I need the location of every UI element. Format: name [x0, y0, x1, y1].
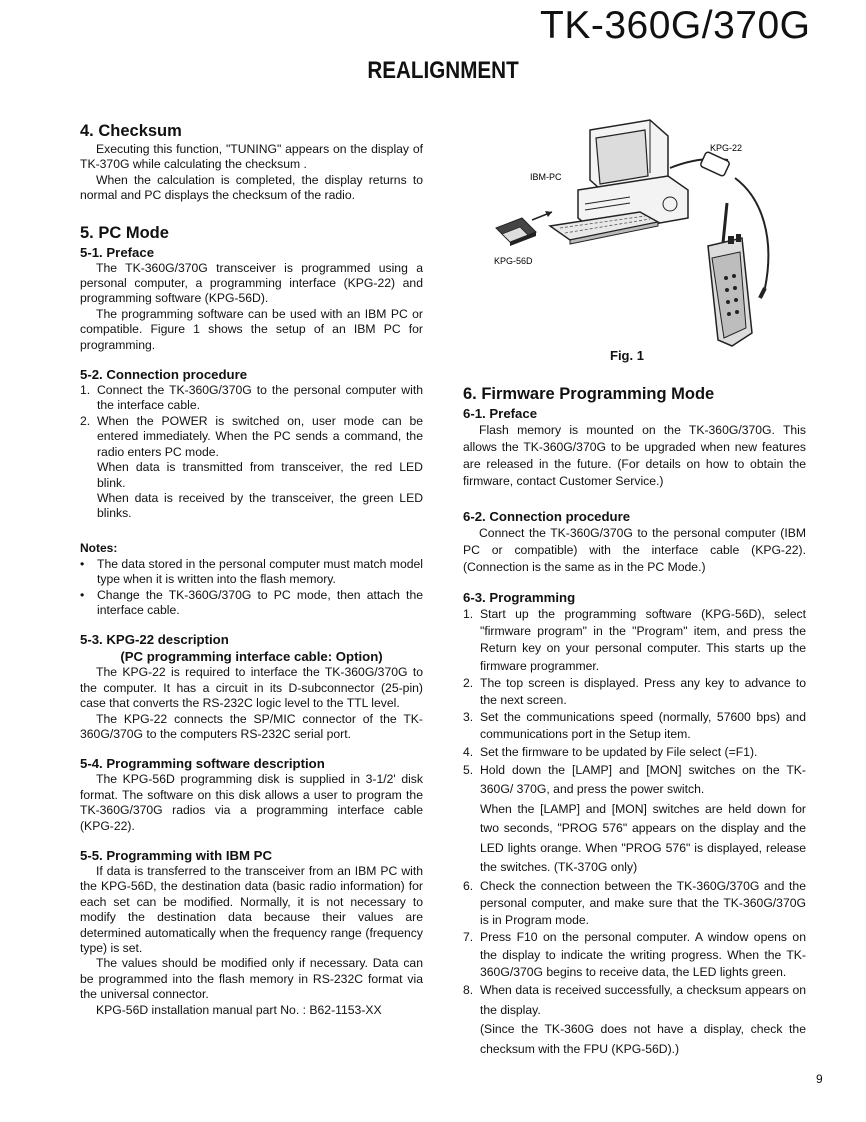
kpg22-subheading: (PC programming interface cable: Option) [120, 649, 383, 665]
notes-heading: Notes: [80, 540, 118, 555]
note-text: Change the TK-360G/370G to PC mode, then attach the interface cable. [97, 587, 423, 617]
page-number: 9 [816, 1072, 823, 1086]
left-column [80, 120, 423, 1018]
list-item [80, 383, 423, 414]
figure-label-disk: KPG-56D [494, 256, 533, 266]
kpg22-heading: 5-3. KPG-22 description [80, 632, 229, 648]
list-item [463, 606, 806, 675]
list-subtext: When the [LAMP] and [MON] switches are held down for two seconds, "PROG 576" appears on the display and the LED lights orange. When "PROG 576" is displayed, release the switches. (TK-370G only) [480, 801, 806, 875]
list-number: 1. [463, 607, 474, 621]
connector-icon [700, 151, 730, 176]
firmware-connection-heading: 6-2. Connection procedure [463, 509, 631, 524]
ibm-para: KPG-56D installation manual part No. : B62-1153-XX [96, 1002, 382, 1017]
software-heading: 5-4. Programming software description [80, 756, 325, 772]
list-text: Press F10 on the personal computer. A window opens on the display to indicate the writing progress. When the TK-360G/370G begins to receive data, the LED lights green. [480, 930, 806, 979]
list-text: The top screen is displayed. Press any key to advance to the next screen. [480, 675, 806, 708]
figure-caption: Fig. 1 [610, 348, 644, 363]
list-text: Start up the programming software (KPG-56D), select "firmware program" in the "Program" item, and press the Return key on your personal computer. This starts up the firmware programmer. [480, 607, 806, 673]
list-number: 4. [463, 744, 474, 759]
firmware-heading: 6. Firmware Programming Mode [463, 385, 715, 403]
list-number: 1. [80, 383, 91, 398]
cable-plug [760, 288, 765, 298]
list-number: 3. [463, 710, 474, 725]
firmware-connection-para: Connect the TK-360G/370G to the personal computer (IBM PC or compatible) with the interface cable (KPG-22). (Connection is the same as in the PC Mode.) [463, 526, 806, 574]
page-title: REALIGNMENT [367, 57, 519, 84]
ibm-para: If data is transferred to the transceiver from an IBM PC with the KPG-56D, the destination data (basic radio information) for each set can be modified. Normally, it is not necessary to modify the destination data because their values are determined automatically when the frequency range (frequency type) is set. [80, 864, 423, 956]
list-item [463, 709, 806, 743]
list-text: Connect the TK-360G/370G to the personal computer with the interface cable. [97, 383, 423, 413]
note-item [80, 557, 423, 588]
list-text: Set the communications speed (normally, 57600 bps) and communications port in the Setup item. [480, 710, 806, 742]
programming-heading: 6-3. Programming [463, 590, 576, 605]
list-number: 2. [80, 413, 91, 428]
pc-preface-para: The programming software can be used with an IBM PC or compatible. Figure 1 shows the setup of an IBM PC for programming. [80, 306, 423, 352]
list-text: Check the connection between the TK-360G/370G and the personal computer, and make sure that the TK-360G/370G is in Program mode. [480, 878, 806, 928]
list-number: 8. [463, 983, 474, 998]
pc-preface-heading: 5-1. Preface [80, 244, 155, 260]
pc-setup-figure [490, 118, 780, 350]
list-number: 6. [463, 878, 474, 893]
checksum-heading: 4. Checksum [80, 122, 182, 140]
pc-preface-para: The TK-360G/370G transceiver is programmed using a personal computer, a programming interface (KPG-22) and programming software (KPG-56D). [80, 260, 423, 306]
figure-label-pc: IBM-PC [530, 172, 562, 182]
list-number: 5. [463, 762, 474, 777]
right-column [463, 383, 806, 1059]
list-item [80, 414, 423, 460]
kpg22-para: The KPG-22 connects the SP/MIC connector of the TK-360G/370G to the computers RS-232C serial port. [80, 711, 423, 741]
firmware-preface-para: Flash memory is mounted on the TK-360G/370G. This allows the TK-360G/370G to be upgraded when new features are released in the future. (For details on how to obtain the firmware, contact Customer Service.) [463, 423, 806, 488]
bullet-icon: • [80, 587, 85, 602]
ibm-para: The values should be modified only if necessary. Data can be programmed into the flash memory in RS-232C format via the universal connector. [80, 956, 423, 1002]
list-item [463, 929, 806, 981]
computer-icon [550, 120, 688, 244]
pc-connection-heading: 5-2. Connection procedure [80, 367, 248, 383]
kpg22-para: The KPG-22 is required to interface the TK-360G/370G to the computer. It has a circuit in its D-subconnector (25-pin) case that converts the RS-232C logic level to the TTL level. [80, 665, 423, 711]
list-text: Set the firmware to be updated by File select (=F1). [480, 744, 758, 759]
list-subtext: When data is transmitted from transceiver, the red LED blink. [97, 460, 423, 490]
firmware-preface-heading: 6-1. Preface [463, 406, 538, 421]
ibm-heading: 5-5. Programming with IBM PC [80, 848, 272, 863]
list-text: When the POWER is switched on, user mode can be entered immediately. When the PC sends a command, the radio enters PC mode. [97, 413, 423, 459]
checksum-para: When the calculation is completed, the display returns to normal and PC displays the checksum of the radio. [80, 172, 423, 203]
checksum-para: Executing this function, "TUNING" appears on the display of TK-370G while calculating the checksum . [80, 142, 423, 172]
list-item [463, 981, 806, 1020]
list-item [463, 675, 806, 709]
list-number: 7. [463, 930, 474, 945]
list-text: Hold down the [LAMP] and [MON] switches on the TK-360G/ 370G, and press the power switch. [480, 762, 806, 797]
disk-icon [496, 218, 536, 246]
note-text: The data stored in the personal computer must match model type when it is written into the flash memory. [97, 556, 423, 587]
list-text: When data is received successfully, a checksum appears on the display. [480, 983, 806, 1017]
radio-icon [708, 203, 752, 346]
pc-mode-heading: 5. PC Mode [80, 223, 169, 242]
figure-label-cable: KPG-22 [710, 143, 743, 153]
list-subtext: (Since the TK-360G does not have a display, check the checksum with the FPU (KPG-56D).) [480, 1022, 806, 1056]
list-item [463, 761, 806, 800]
model-number: TK-360G/370G [540, 4, 811, 47]
bullet-icon: • [80, 556, 85, 571]
note-item [80, 588, 423, 619]
list-item [463, 878, 806, 930]
software-para: The KPG-56D programming disk is supplied in 3-1/2' disk format. The software on this disk allows a user to program the TK-360G/370G radios via a programming interface cable (KPG-22). [80, 772, 423, 833]
list-item [463, 744, 806, 761]
list-subtext: When data is received by the transceiver, the green LED blinks. [97, 490, 423, 521]
list-number: 2. [463, 675, 474, 690]
